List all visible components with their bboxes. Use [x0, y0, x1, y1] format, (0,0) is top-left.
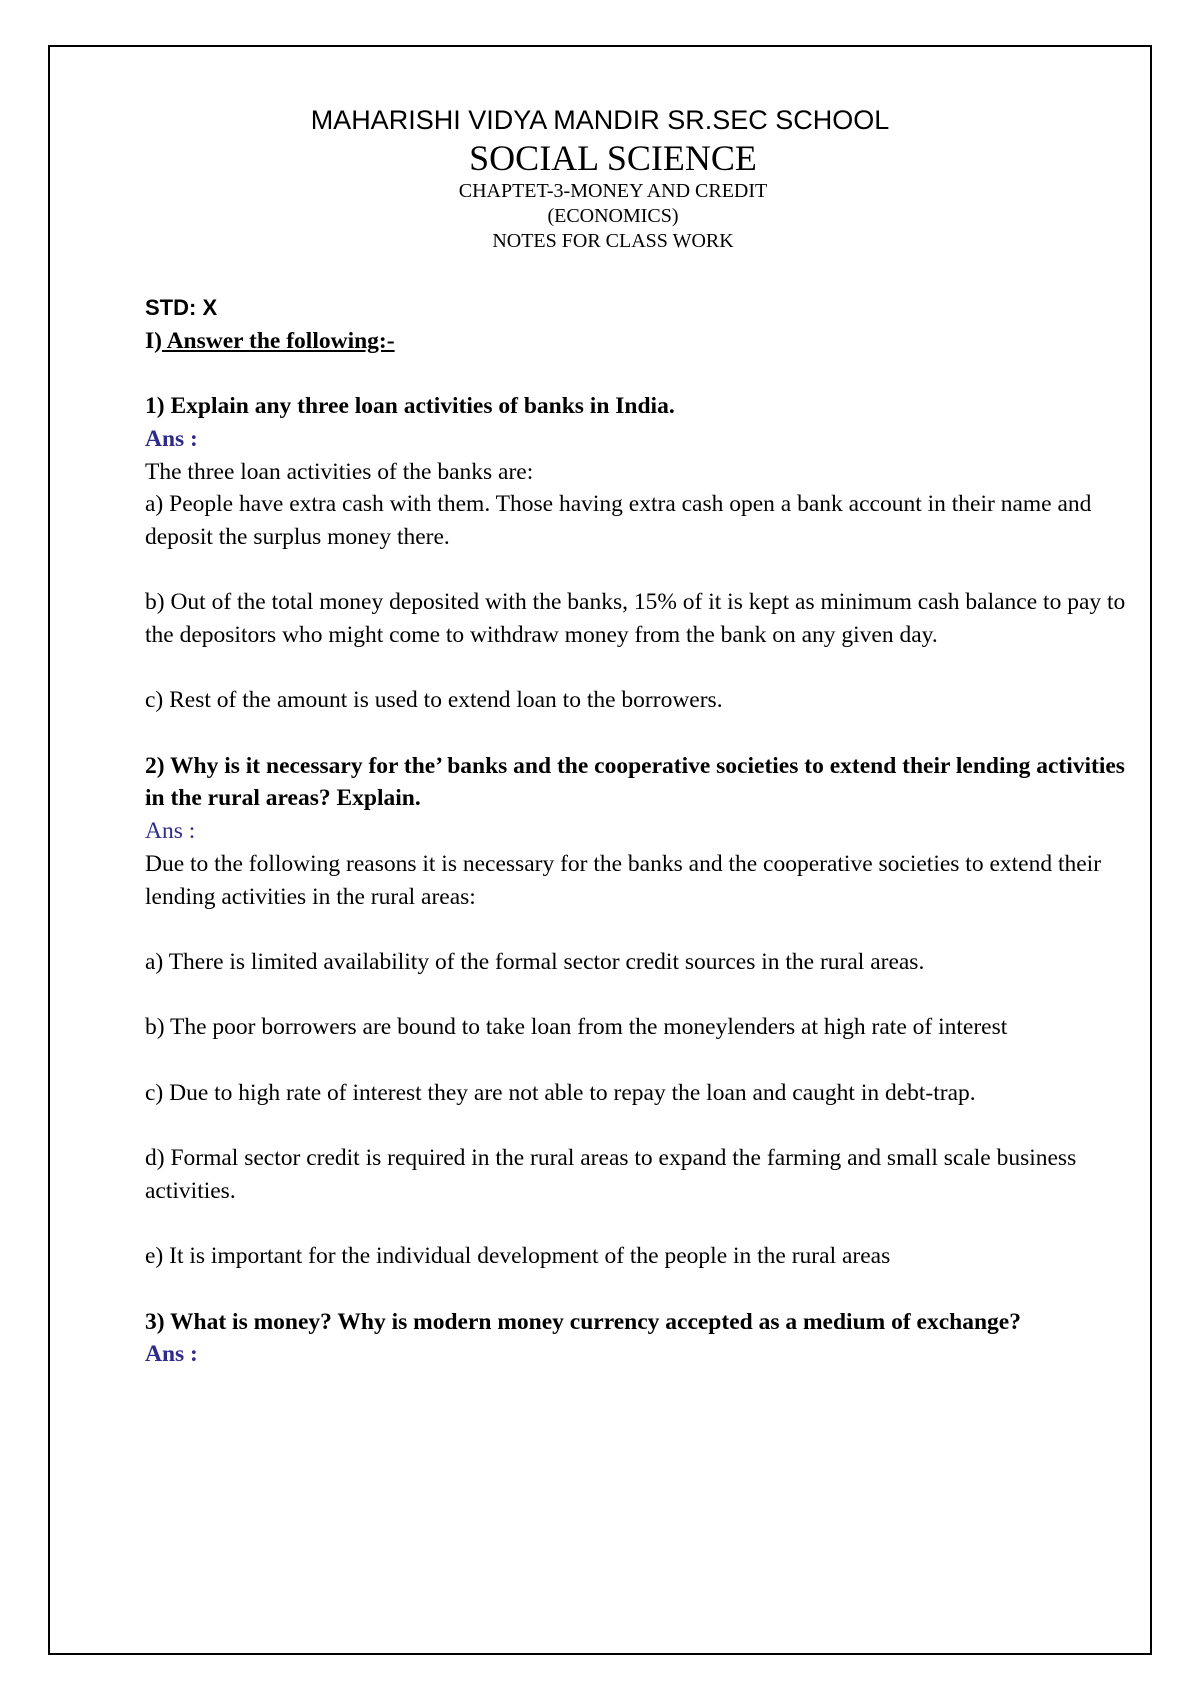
answer-1-point-c: c) Rest of the amount is used to extend loan to the borrowers.	[145, 687, 723, 714]
document-header	[0, 103, 1200, 254]
answer-1-point-b: b) Out of the total money deposited with the banks, 15% of it is kept as minimum cash balance to pay to the depositors who might come to withdraw money from the bank on any given day.	[145, 589, 1126, 648]
document-body	[145, 292, 1130, 1371]
answer-1-intro: The three loan activities of the banks are:	[145, 458, 534, 485]
answer-label-1: Ans :	[145, 425, 198, 452]
question-1: 1) Explain any three loan activities of banks in India.	[145, 393, 675, 420]
branch-label: (ECONOMICS)	[547, 205, 679, 227]
answer-2-point-e: e) It is important for the individual development of the people in the rural areas	[145, 1243, 891, 1270]
section-heading	[145, 325, 1130, 358]
answer-2-intro: Due to the following reasons it is necessary for the banks and the cooperative societies to extend their lending activities in the rural areas:	[145, 850, 1102, 910]
chapter-title: CHAPTET-3-MONEY AND CREDIT	[458, 180, 768, 202]
std-label: STD: X	[145, 295, 218, 320]
question-3: 3) What is money? Why is modern money currency accepted as a medium of exchange?	[145, 1308, 1021, 1335]
section-title: Answer the following:-	[161, 327, 395, 354]
answer-2-point-c: c) Due to high rate of interest they are not able to repay the loan and caught in debt-trap.	[145, 1079, 976, 1106]
question-2: 2) Why is it necessary for the’ banks and the cooperative societies to extend their lending activities in the rural areas? Explain.	[145, 752, 1125, 812]
answer-2-point-b: b) The poor borrowers are bound to take loan from the moneylenders at high rate of interest	[145, 1014, 1008, 1041]
answer-2-point-d: d) Formal sector credit is required in the rural areas to expand the farming and small scale business activities.	[145, 1145, 1077, 1204]
section-number: I)	[145, 327, 162, 354]
answer-label-2: Ans :	[145, 818, 196, 845]
subject-title: SOCIAL SCIENCE	[469, 138, 757, 178]
answer-2-point-a: a) There is limited availability of the formal sector credit sources in the rural areas.	[145, 948, 925, 975]
answer-label-3: Ans :	[145, 1341, 198, 1368]
answer-1-point-a: a) People have extra cash with them. Those having extra cash open a bank account in their name and deposit the surplus money there.	[145, 491, 1092, 550]
school-name: MAHARISHI VIDYA MANDIR SR.SEC SCHOOL	[310, 105, 890, 135]
notes-label: NOTES FOR CLASS WORK	[492, 230, 734, 252]
